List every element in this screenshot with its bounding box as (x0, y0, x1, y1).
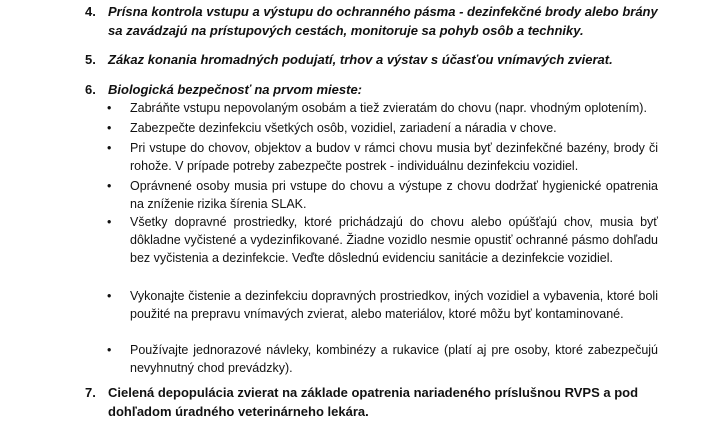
bullet-text: Používajte jednorazové návleky, kombinézy a rukavice (platí aj pre osoby, ktoré zabezpečujú nevyhnutný chod prevádzky). (130, 343, 658, 375)
bullet-symbol: • (107, 121, 112, 135)
bullet-symbol: • (107, 215, 112, 229)
item-heading: Cielená depopulácia zvierat na základe opatrenia nariadeného príslušnou RVPS a pod dohľadom úradného veterinárneho lekára. (108, 385, 639, 419)
bullet-symbol: • (107, 289, 112, 303)
item-number: 4. (85, 4, 96, 19)
bullet-text: Všetky dopravné prostriedky, ktoré prichádzajú do chovu alebo opúšťajú chov, musia byť dôkladne vyčistené a vydezinfikované. Žiadne vozidlo nesmie opustiť ochranné pásmo dohľadu bez vyčistenia a dezinfekcie. Veďte dôslednú evidenciu sanitácie a dezinfekcie vozidiel. (130, 215, 658, 265)
bullet-symbol: • (107, 101, 112, 115)
item-number: 6. (85, 82, 96, 97)
bullet-text: Pri vstupe do chovov, objektov a budov v rámci chovu musia byť dezinfekčné bazény, brody či rohože. V prípade potreby zabezpečte postrek - individuálnu dezinfekciu vozidiel. (130, 141, 658, 173)
item-heading: Prísna kontrola vstupu a výstupu do ochranného pásma - dezinfekčné brody alebo brány sa zavádzajú na prístupových cestách, monitoruje sa pohyb osôb a techniky. (108, 4, 658, 38)
bullet-symbol: • (107, 179, 112, 193)
item-heading: Biologická bezpečnosť na prvom mieste: (108, 82, 363, 97)
item-heading: Zákaz konania hromadných podujatí, trhov a výstav s účasťou vnímavých zvierat. (108, 52, 613, 67)
bullet-text: Oprávnené osoby musia pri vstupe do chovu a výstupe z chovu dodržať hygienické opatrenia na zníženie rizika šírenia SLAK. (130, 179, 658, 211)
bullet-text: Zabráňte vstupu nepovolaným osobám a tiež zvieratám do chovu (napr. vhodným oplotením). (130, 101, 647, 115)
bullet-text: Vykonajte čistenie a dezinfekciu dopravných prostriedkov, iných vozidiel a vybavenia, ktoré boli použité na prepravu vnímavých zvierat, alebo materiálov, ktoré môžu byť kontaminované. (130, 289, 658, 321)
bullet-symbol: • (107, 141, 112, 155)
bullet-symbol: • (107, 343, 112, 357)
item-number: 5. (85, 52, 96, 67)
item-number: 7. (85, 385, 96, 400)
bullet-text: Zabezpečte dezinfekciu všetkých osôb, vozidiel, zariadení a náradia v chove. (130, 121, 557, 135)
